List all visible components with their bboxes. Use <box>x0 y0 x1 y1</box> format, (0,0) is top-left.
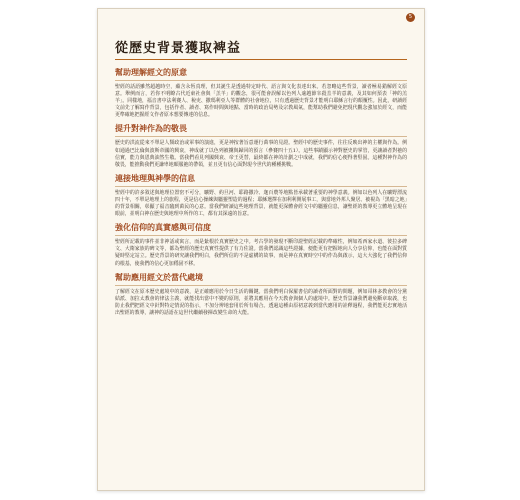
section-geography-theology <box>115 172 407 218</box>
section-reverence <box>115 122 407 168</box>
section-credibility <box>115 221 407 267</box>
section-heading: 提升對神作為的敬畏 <box>115 123 187 134</box>
section-paragraph: 聖經中的許多敘述與地理位置密不可分，曠野、約旦河、耶路撒冷、迦百農等地點皆承載著重要的神學意義。例如以色列人在曠野漂流四十年，不單是地理上的旅程，更是信心操練與屬靈塑造的過程；耶穌選擇在加利利開展事工，與當地外邦人聚居、被視為「黑暗之地」的背景相關，彰顯了福音臨到萬民的心意。當我們研讀這些地理背景，就能更深體會經文中的屬靈信息，讓聖經的教導更立體地呈現在眼前，並明白神在歷史與地理中所作的工，都有其深遠的旨意。 <box>115 189 407 218</box>
section-heading: 連接地理與神學的信息 <box>115 172 195 183</box>
section-paragraph: 聖經的話語雖然超越時空，蘊含永恆真理，但其誕生是透過特定時代、語言與文化表達出來。若忽略這些背景，讀者極易錯解經文原意。舉例而言，若你不明瞭古代近東社會與「羔羊」的觀念，很可能會誤解以色列人逾越節宰殺羔羊的意義，及其如何預表「神的羔羊」。同樣地，福音書中法利賽人、稅吏、撒瑪利亞人等群體的社會地位，只有透過歷史背景才能明白耶穌言行的顛覆性。因此，研讀經文前先了解寫作背景，包括作者、讀者、寫作時間與地點、當時的政治局勢及宗教風氣，能幫助我們避免把現代觀念強加於經文，而能更準確地把握經文作者原本想要傳達的信息。 <box>115 84 407 119</box>
section-application <box>115 271 407 317</box>
section-heading: 強化信仰的真實感與可信度 <box>115 222 211 233</box>
page-number-badge: 5 <box>406 13 415 22</box>
section-divider <box>115 136 407 137</box>
page-title: 從歷史背景獲取裨益 <box>115 41 242 56</box>
section-paragraph: 聖經所記載的事件並非神話或寓言，而是紮根於真實歷史之中。考古學的發現不斷印證聖經記載的準確性，例如希西家水道、彼拉多碑文、大衛家族的碑文等，都為聖經的歷史真實性提供了有力佐證。當我們認識這些證據，便能更有把握地向人分享信仰，也能在面對質疑時堅定站立。歷史背景的研究讓我們明白，我們所信的不是虛構的故事，而是神在真實時空中的作為與啟示，這大大強化了我們信仰的根基，使我們的信心更加穩固不移。 <box>115 239 407 267</box>
section-heading: 幫助應用經文於當代處境 <box>115 271 203 282</box>
section-divider <box>115 235 407 236</box>
section-divider <box>115 80 407 81</box>
title-divider <box>115 59 407 60</box>
section-paragraph: 了解經文在原本歷史處境中的意義，是正確應用於今日生活的關鍵。當我們明白保羅書信的讀者所面對的問題，例如哥林多教會的分黨結派、加拉太教會的律法主義，就能找出當中不變的原則，並將其應用在今天教會與個人的處境中。歷史背景讓我們避免斷章取義，也防止我們把經文中針對特定情況的指示，不加分辨地套用於所有場合。透過這種由原初意義到當代應用的詮釋過程，我們能更忠實地活出聖經的教導，讓神的話語在這世代繼續發揮改變生命的大能。 <box>115 288 407 316</box>
document-page <box>97 8 425 491</box>
section-original-meaning <box>115 66 407 119</box>
section-divider <box>115 285 407 286</box>
section-paragraph: 歷史的洪流從來不單是人類政治或軍事的演進，更是神按著旨意運行萬事的見證。聖經中的歷史事件，往往反映出神的主權與作為。例如通過巴比倫與波斯帝國的興衰，神成就了以色列被擄與歸回的預言（參賽四十五1）。這些事蹟顯示神對歷史的掌管，更讓讀者對祂的信實，能力與恩典油然生敬。當我們看見列國興衰、帝王更替，最終都在神的計劃之中成就，我們的信心便得著堅固。這種對神作為的敬畏，能推動我們更謙卑地順服祂的帶領，並且更有信心面對現今世代的種種挑戰。 <box>115 140 407 168</box>
section-divider <box>115 186 407 187</box>
content-column <box>115 66 407 320</box>
section-heading: 幫助理解經文的原意 <box>115 67 187 77</box>
